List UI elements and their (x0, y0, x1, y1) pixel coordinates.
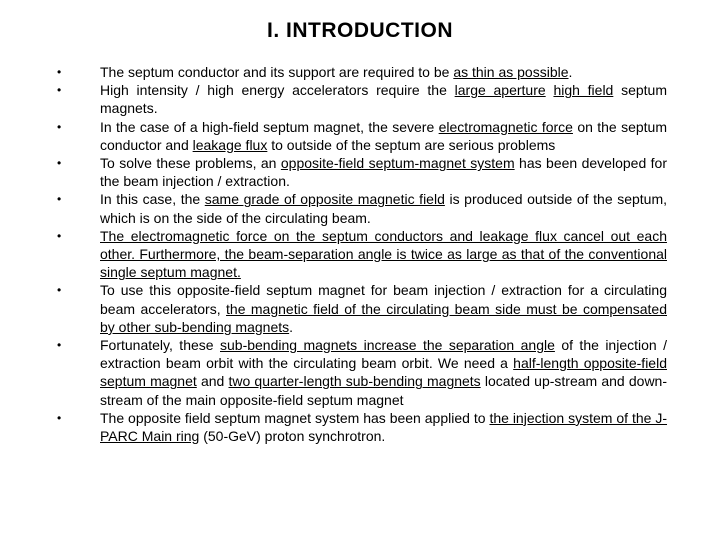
bullet-item (57, 63, 667, 81)
text-segment: . (289, 318, 294, 335)
bullet-item (57, 190, 667, 226)
underlined-text: sub-bending magnets increase the separation angle (220, 337, 555, 354)
underlined-text: the magnetic field of the circulating beam side must be compensated by other sub-bending magnets (100, 300, 667, 335)
underlined-text: as thin as possible (453, 64, 569, 80)
bullet-item (57, 81, 667, 117)
bullet-icon: • (57, 338, 62, 353)
text-segment: (50-GeV) proton synchrotron. (199, 428, 386, 445)
text-segment: In the case of a high-field septum magnet, the severe (100, 118, 439, 135)
bullet-list (57, 63, 667, 445)
underlined-text: leakage flux (192, 136, 268, 153)
bullet-item (57, 227, 667, 282)
underlined-text: high field (553, 82, 614, 99)
text-segment: has been developed for the beam injection / extraction. (100, 155, 667, 190)
text-segment: of the injection / extraction beam orbit with the circulating beam orbit. We need a (100, 337, 668, 372)
text-segment: Fortunately, these (100, 337, 220, 354)
underlined-text: half-length opposite-field septum magnet (100, 355, 667, 390)
text-segment: on the septum conductor and (100, 118, 667, 153)
text-segment: to outside of the septum are serious problems (267, 136, 556, 153)
bullet-item (57, 118, 667, 154)
bullet-icon: • (57, 192, 62, 207)
bullet-icon: • (57, 283, 62, 298)
text-segment: To solve these problems, an (100, 155, 281, 172)
text-segment: To use this opposite-field septum magnet for beam injection / extraction for a circulating beam accelerators, (100, 282, 667, 317)
bullet-icon: • (57, 65, 62, 79)
bullet-item (57, 336, 667, 409)
underlined-text: The electromagnetic force on the septum conductors and leakage flux cancel out each other. Furthermore, the beam-separation angle is twice as large as that of the conventional single septum magnet. (100, 227, 667, 281)
text-segment: and (196, 373, 229, 390)
bullet-item (57, 281, 667, 336)
bullet-icon: • (57, 228, 62, 243)
underlined-text: same grade of opposite magnetic field (204, 191, 445, 208)
bullet-item (57, 409, 667, 445)
underlined-text: opposite-field septum-magnet system (280, 155, 515, 172)
underlined-text: electromagnetic force (438, 118, 573, 135)
underlined-text: two quarter-length sub-bending magnets (228, 373, 481, 390)
bullet-icon: • (57, 156, 62, 171)
text-segment: located up-stream and down-stream of the main opposite-field septum magnet (100, 373, 668, 408)
text-segment: The septum conductor and its support are required to be (100, 64, 454, 80)
text-segment: High intensity / high energy accelerators require the (100, 82, 455, 99)
underlined-text: large aperture (454, 82, 546, 99)
bullet-icon: • (57, 410, 62, 425)
text-segment: The opposite field septum magnet system has been applied to (100, 409, 490, 426)
text-segment: septum magnets. (100, 82, 668, 117)
bullet-item (57, 154, 667, 190)
text-segment: is produced outside of the septum, which is on the side of the circulating beam. (100, 191, 667, 226)
text-segment: In this case, the (100, 191, 205, 208)
page-title: I. INTRODUCTION (267, 19, 453, 42)
text-segment: . (568, 64, 573, 80)
underlined-text: the injection system of the J-PARC Main ring (100, 409, 668, 445)
bullet-icon: • (57, 83, 62, 98)
bullet-icon: • (57, 119, 62, 134)
